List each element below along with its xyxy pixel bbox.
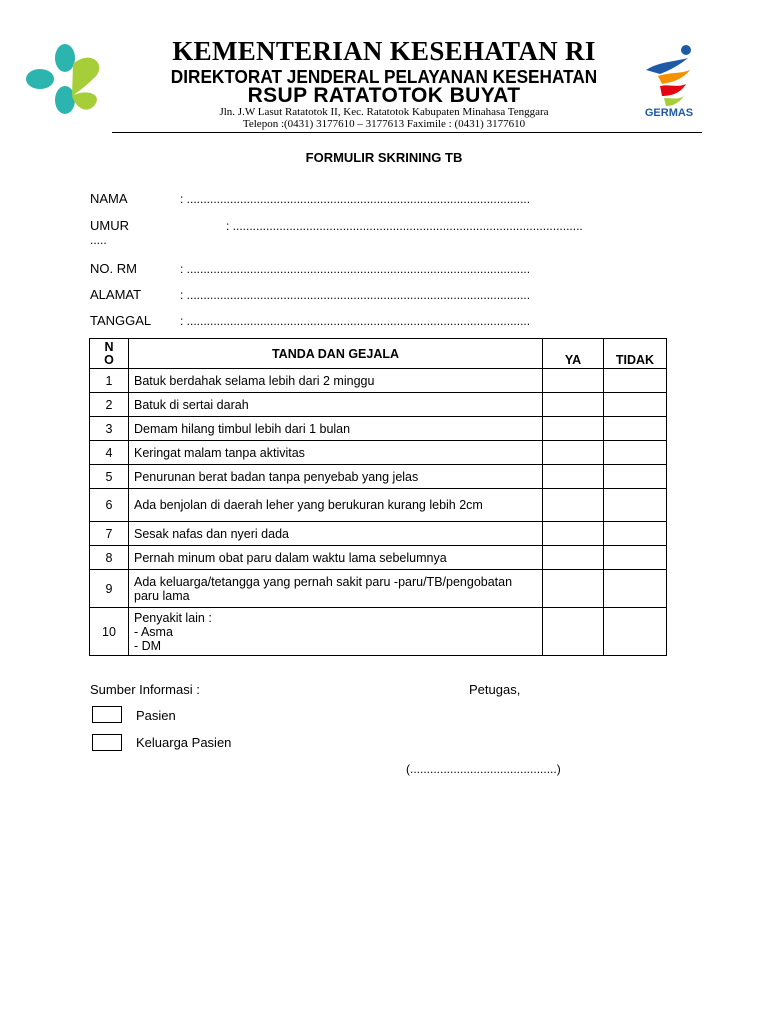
source-label: Sumber Informasi : — [90, 682, 200, 697]
row-tidak-cell[interactable] — [604, 417, 667, 441]
row-tidak-cell[interactable] — [604, 369, 667, 393]
table-row — [90, 522, 667, 546]
option-family-label: Keluarga Pasien — [136, 735, 232, 750]
header-no: N O — [90, 339, 129, 369]
row-tidak-cell[interactable] — [604, 489, 667, 522]
row-tidak-cell[interactable] — [604, 465, 667, 489]
row-symptom: Penurunan berat badan tanpa penyebab yang jelas — [129, 465, 543, 489]
field-nama-input[interactable]: : ....................................................................................................... — [180, 192, 531, 206]
row-ya-cell[interactable] — [543, 522, 604, 546]
row-tidak-cell[interactable] — [604, 570, 667, 608]
table-row — [90, 608, 667, 656]
row-number: 8 — [90, 546, 129, 570]
row-ya-cell[interactable] — [543, 608, 604, 656]
header-ya: YA — [543, 339, 604, 369]
row-number: 3 — [90, 417, 129, 441]
field-alamat-input[interactable]: : ....................................................................................................... — [180, 288, 531, 302]
row-number: 7 — [90, 522, 129, 546]
germas-logo-text: GERMAS — [644, 107, 694, 119]
row-symptom: Batuk di sertai darah — [129, 393, 543, 417]
option-patient-label: Pasien — [136, 708, 176, 723]
directorate-name: DIREKTORAT JENDERAL PELAYANAN KESEHATAN — [170, 66, 598, 87]
row-tidak-cell[interactable] — [604, 393, 667, 417]
row-ya-cell[interactable] — [543, 393, 604, 417]
row-tidak-cell[interactable] — [604, 441, 667, 465]
field-umur-overflow: ..... — [90, 233, 107, 247]
field-tanggal-input[interactable]: : ....................................................................................................... — [180, 314, 531, 328]
row-tidak-cell[interactable] — [604, 546, 667, 570]
table-row — [90, 441, 667, 465]
table-row — [90, 546, 667, 570]
row-number: 6 — [90, 489, 129, 522]
field-label-umur: UMUR — [90, 218, 129, 233]
field-norm-input[interactable]: : ....................................................................................................... — [180, 262, 531, 276]
ministry-name: KEMENTERIAN KESEHATAN RI — [172, 36, 596, 66]
row-tidak-cell[interactable] — [604, 608, 667, 656]
row-ya-cell[interactable] — [543, 417, 604, 441]
row-symptom: Sesak nafas dan nyeri dada — [129, 522, 543, 546]
table-row — [90, 393, 667, 417]
row-number: 1 — [90, 369, 129, 393]
signature-line: (............................................) — [406, 762, 561, 776]
hospital-address: Jln. J.W Lasut Ratatotok II, Kec. Ratatotok Kabupaten Minahasa Tenggara — [219, 106, 549, 118]
header-sign: TANDA DAN GEJALA — [129, 339, 543, 369]
row-number: 4 — [90, 441, 129, 465]
field-label-alamat: ALAMAT — [90, 287, 142, 302]
row-symptom: Demam hilang timbul lebih dari 1 bulan — [129, 417, 543, 441]
header-tidak: TIDAK — [604, 339, 667, 369]
table-header-row — [90, 339, 667, 369]
row-number: 5 — [90, 465, 129, 489]
row-number: 10 — [90, 608, 129, 656]
table-row — [90, 489, 667, 522]
table-row — [90, 570, 667, 608]
checkbox-patient[interactable] — [92, 706, 122, 723]
field-label-norm: NO. RM — [90, 261, 137, 276]
row-ya-cell[interactable] — [543, 489, 604, 522]
field-label-tanggal: TANGGAL — [90, 313, 152, 328]
field-umur-input[interactable]: : ......................................................................................................... — [226, 219, 583, 233]
officer-label: Petugas, — [469, 682, 521, 697]
screening-table — [89, 338, 667, 656]
form-title: FORMULIR SKRINING TB — [305, 150, 463, 165]
table-row — [90, 417, 667, 441]
hospital-phone: Telepon :(0431) 3177610 – 3177613 Faximile : (0431) 3177610 — [242, 118, 526, 130]
row-ya-cell[interactable] — [543, 465, 604, 489]
row-symptom: Keringat malam tanpa aktivitas — [129, 441, 543, 465]
row-symptom: Pernah minum obat paru dalam waktu lama sebelumnya — [129, 546, 543, 570]
row-symptom: Penyakit lain : - Asma - DM — [129, 608, 543, 656]
row-symptom: Batuk berdahak selama lebih dari 2 minggu — [129, 369, 543, 393]
row-number: 9 — [90, 570, 129, 608]
checkbox-family[interactable] — [92, 734, 122, 751]
row-ya-cell[interactable] — [543, 570, 604, 608]
row-tidak-cell[interactable] — [604, 522, 667, 546]
row-ya-cell[interactable] — [543, 369, 604, 393]
row-ya-cell[interactable] — [543, 546, 604, 570]
table-row — [90, 369, 667, 393]
table-row — [90, 465, 667, 489]
row-symptom: Ada keluarga/tetangga yang pernah sakit paru -paru/TB/pengobatan paru lama — [129, 570, 543, 608]
field-label-nama: NAMA — [90, 191, 128, 206]
row-ya-cell[interactable] — [543, 441, 604, 465]
header-divider — [112, 132, 702, 133]
hospital-name: RSUP RATATOTOK BUYAT — [247, 84, 521, 107]
row-symptom: Ada benjolan di daerah leher yang berukuran kurang lebih 2cm — [129, 489, 543, 522]
row-number: 2 — [90, 393, 129, 417]
